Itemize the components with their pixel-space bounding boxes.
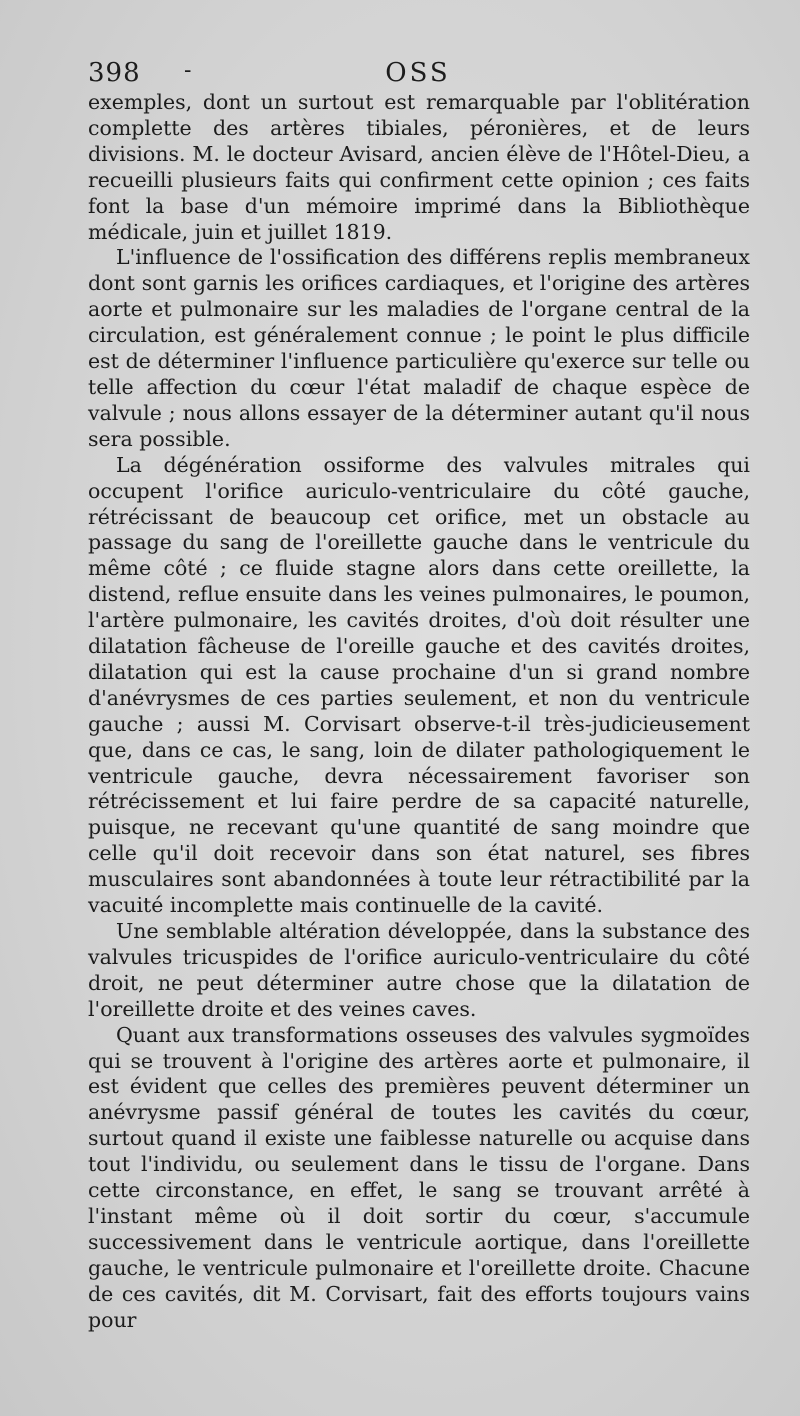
header-dash: - [184, 58, 192, 83]
running-title: OSS [385, 58, 451, 88]
body-text [88, 90, 750, 1334]
paragraph: Une semblable altération développée, dans la substance des valvules tricuspides de l'orifice auriculo-ventriculaire du côté droit, ne peut déterminer autre chose que la dilatation de l'oreillette droite et des veines caves. [88, 919, 750, 1021]
paragraph-continued: exemples, dont un surtout est remarquable par l'oblitération complette des artères tibiales, péronières, et de leurs divisions. M. le docteur Avisard, ancien élève de l'Hôtel-Dieu, a recueilli plusieurs faits qui confirment cette opinion ; ces faits font la base d'un mémoire imprimé dans la Bibliothèque médicale, juin et juillet 1819. [88, 90, 750, 244]
paragraph: La dégénération ossiforme des valvules mitrales qui occupent l'orifice auriculo-ventriculaire du côté gauche, rétrécissant de beaucoup cet orifice, met un obstacle au passage du sang de l'oreillette gauche dans le ventricule du même côté ; ce fluide stagne alors dans cette oreillette, la distend, reflue ensuite dans les veines pulmonaires, le poumon, l'artère pulmonaire, les cavités droites, d'où doit résulter une dilatation fâcheuse de l'oreille gauche et des cavités droites, dilatation qui est la cause prochaine d'un si grand nombre d'anévrysmes de ces parties seulement, et non du ventricule gauche ; aussi M. Corvisart observe-t-il très-judicieusement que, dans ce cas, le sang, loin de dilater pathologiquement le ventricule gauche, devra nécessairement favoriser son rétrécissement et lui faire perdre de sa capacité naturelle, puisque, ne recevant qu'une quantité de sang moindre que celle qu'il doit recevoir dans son état naturel, ses fibres musculaires sont abandonnées à toute leur rétractibilité par la vacuité incomplette mais continuelle de la cavité. [88, 452, 750, 918]
running-head [88, 58, 748, 94]
paragraph: Quant aux transformations osseuses des valvules sygmoïdes qui se trouvent à l'origine des artères aorte et pulmonaire, il est évident que celles des premières peuvent déterminer un anévrysme passif général de toutes les cavités du cœur, surtout quand il existe une faiblesse naturelle ou acquise dans tout l'individu, ou seulement dans le tissu de l'organe. Dans cette circonstance, en effet, le sang se trouvant arrêté à l'instant même où il doit sortir du cœur, s'accumule successivement dans le ventricule aortique, dans l'oreillette gauche, le ventricule pulmonaire et l'oreillette droite. Chacune de ces cavités, dit M. Corvisart, fait des efforts toujours vains pour [88, 1022, 750, 1332]
page-number: 398 [88, 58, 141, 88]
paragraph: L'influence de l'ossification des différens replis membraneux dont sont garnis les orifices cardiaques, et l'origine des artères aorte et pulmonaire sur les maladies de l'organe central de la circulation, est généralement connue ; le point le plus difficile est de déterminer l'influence particulière qu'exerce sur telle ou telle affection du cœur l'état maladif de chaque espèce de valvule ; nous allons essayer de la déterminer autant qu'il nous sera possible. [88, 245, 750, 451]
